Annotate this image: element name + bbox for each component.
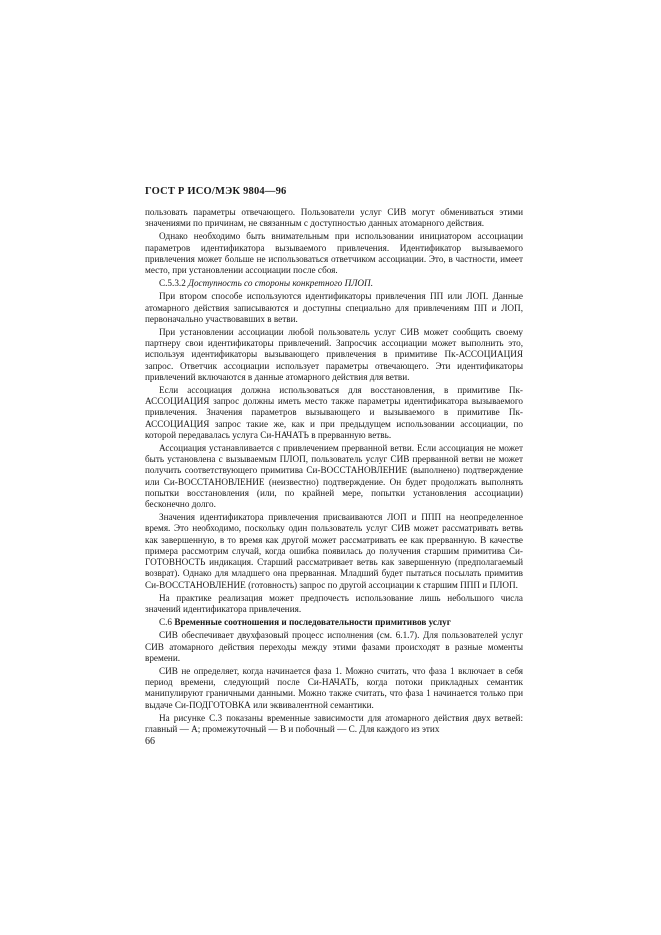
- paragraph: Значения идентификатора привлечения присваиваются ЛОП и ППП на неопределенное время. Это необходимо, поскольку один пользователь услуг СИВ может рассматривать ветвь как завершенную, в то время как другой может рассматривать ее как прерванную. В качестве примера рассмотрим случай, когда ошибка появилась до получения старшим примитива Си-ГОТОВНОСТЬ индикация. Старший рассматривает ветвь как завершенную (предполагаемый возврат). Однако для младшего она прерванная. Младший будет пытаться посылать примитив Си-ВОССТАНОВЛЕНИЕ (готовность) запрос по другой ассоциации к старшим ППП и ПЛОП.: [145, 512, 523, 590]
- paragraph: На рисунке С.3 показаны временные зависимости для атомарного действия двух ветвей: главный — А; промежуточный — В и побочный — С. Для каждого из этих: [145, 712, 523, 734]
- document-body: [145, 207, 523, 735]
- paragraph: пользовать параметры отвечающего. Пользователи услуг СИВ могут обмениваться этими значениями по причинам, не связанным с доступностью данных атомарного действия.: [145, 207, 523, 229]
- subsection-heading: [145, 278, 523, 289]
- paragraph: На практике реализация может предпочесть использование лишь небольшого числа значений идентификатора привлечения.: [145, 592, 523, 614]
- section-title: Временные соотношения и последовательности примитивов услуг: [174, 617, 451, 628]
- paragraph: Однако необходимо быть внимательным при использовании инициатором ассоциации параметров идентификатора вызываемого привлечения. Идентификатор вызываемого привлечения может больше не использоваться ответчиком ассоциации. Это, в частности, имеет место, при установлении ассоциации после сбоя.: [145, 231, 523, 276]
- page-number: 66: [145, 736, 155, 747]
- section-number: С.6: [159, 617, 173, 628]
- document-page: [145, 186, 523, 737]
- paragraph: Если ассоциация должна использоваться для восстановления, в примитиве Пк-АССОЦИАЦИЯ запрос должны иметь место также параметры идентификатора вызываемого привлечения. Значения параметров вызывающего и вызываемого в примитиве Пк-АССОЦИАЦИЯ запрос такие же, как и при предыдущем использовании ассоциации, по которой передавалась услуга Си-НАЧАТЬ в прерванную ветвь.: [145, 385, 523, 440]
- document-header: ГОСТ Р ИСО/МЭК 9804—96: [145, 186, 287, 197]
- section-heading: [145, 617, 523, 628]
- subsection-title: Доступность со стороны конкретного ПЛОП.: [188, 278, 373, 289]
- paragraph: При установлении ассоциации любой пользователь услуг СИВ может сообщить своему партнеру свои идентификаторы привлечений. Запросчик ассоциации может выполнить это, используя идентификаторы вызывающего привлечения в примитиве Пк-АССОЦИАЦИЯ запрос. Ответчик ассоциации использует параметры отвечающего. Эти идентификаторы привлечений включаются в данные атомарного действия для ветви.: [145, 327, 523, 382]
- paragraph: Ассоциация устанавливается с привлечением прерванной ветви. Если ассоциация не может быть установлена с вызываемым ПЛОП, пользователь услуг СИВ прерванной ветви не может получить соответствующего примитива Си-ВОССТАНОВЛЕНИЕ (выполнено) подтверждение или Си-ВОССТАНОВЛЕНИЕ (неизвестно) подтверждение. Он будет продолжать выполнять попытки восстановления (или, по крайней мере, попытки установления ассоциации) бесконечно долго.: [145, 443, 523, 510]
- subsection-number: С.5.3.2: [159, 278, 186, 289]
- paragraph: СИВ не определяет, когда начинается фаза 1. Можно считать, что фаза 1 включает в себя период времени, следующий после Си-НАЧАТЬ, когда потоки прикладных семантик манипулируют граничными данными. Можно также считать, что фаза 1 начинается только при выдаче Си-ПОДГОТОВКА или эквивалентной семантики.: [145, 665, 523, 710]
- paragraph: СИВ обеспечивает двухфазовый процесс исполнения (см. 6.1.7). Для пользователей услуг СИВ атомарного действия переходы между этими фазами происходят в разные моменты времени.: [145, 630, 523, 663]
- paragraph: При втором способе используются идентификаторы привлечения ПП или ЛОП. Данные атомарного действия записываются и доступны специально для привлечениям ПП и ЛОП, первоначально участвовавших в ветви.: [145, 291, 523, 324]
